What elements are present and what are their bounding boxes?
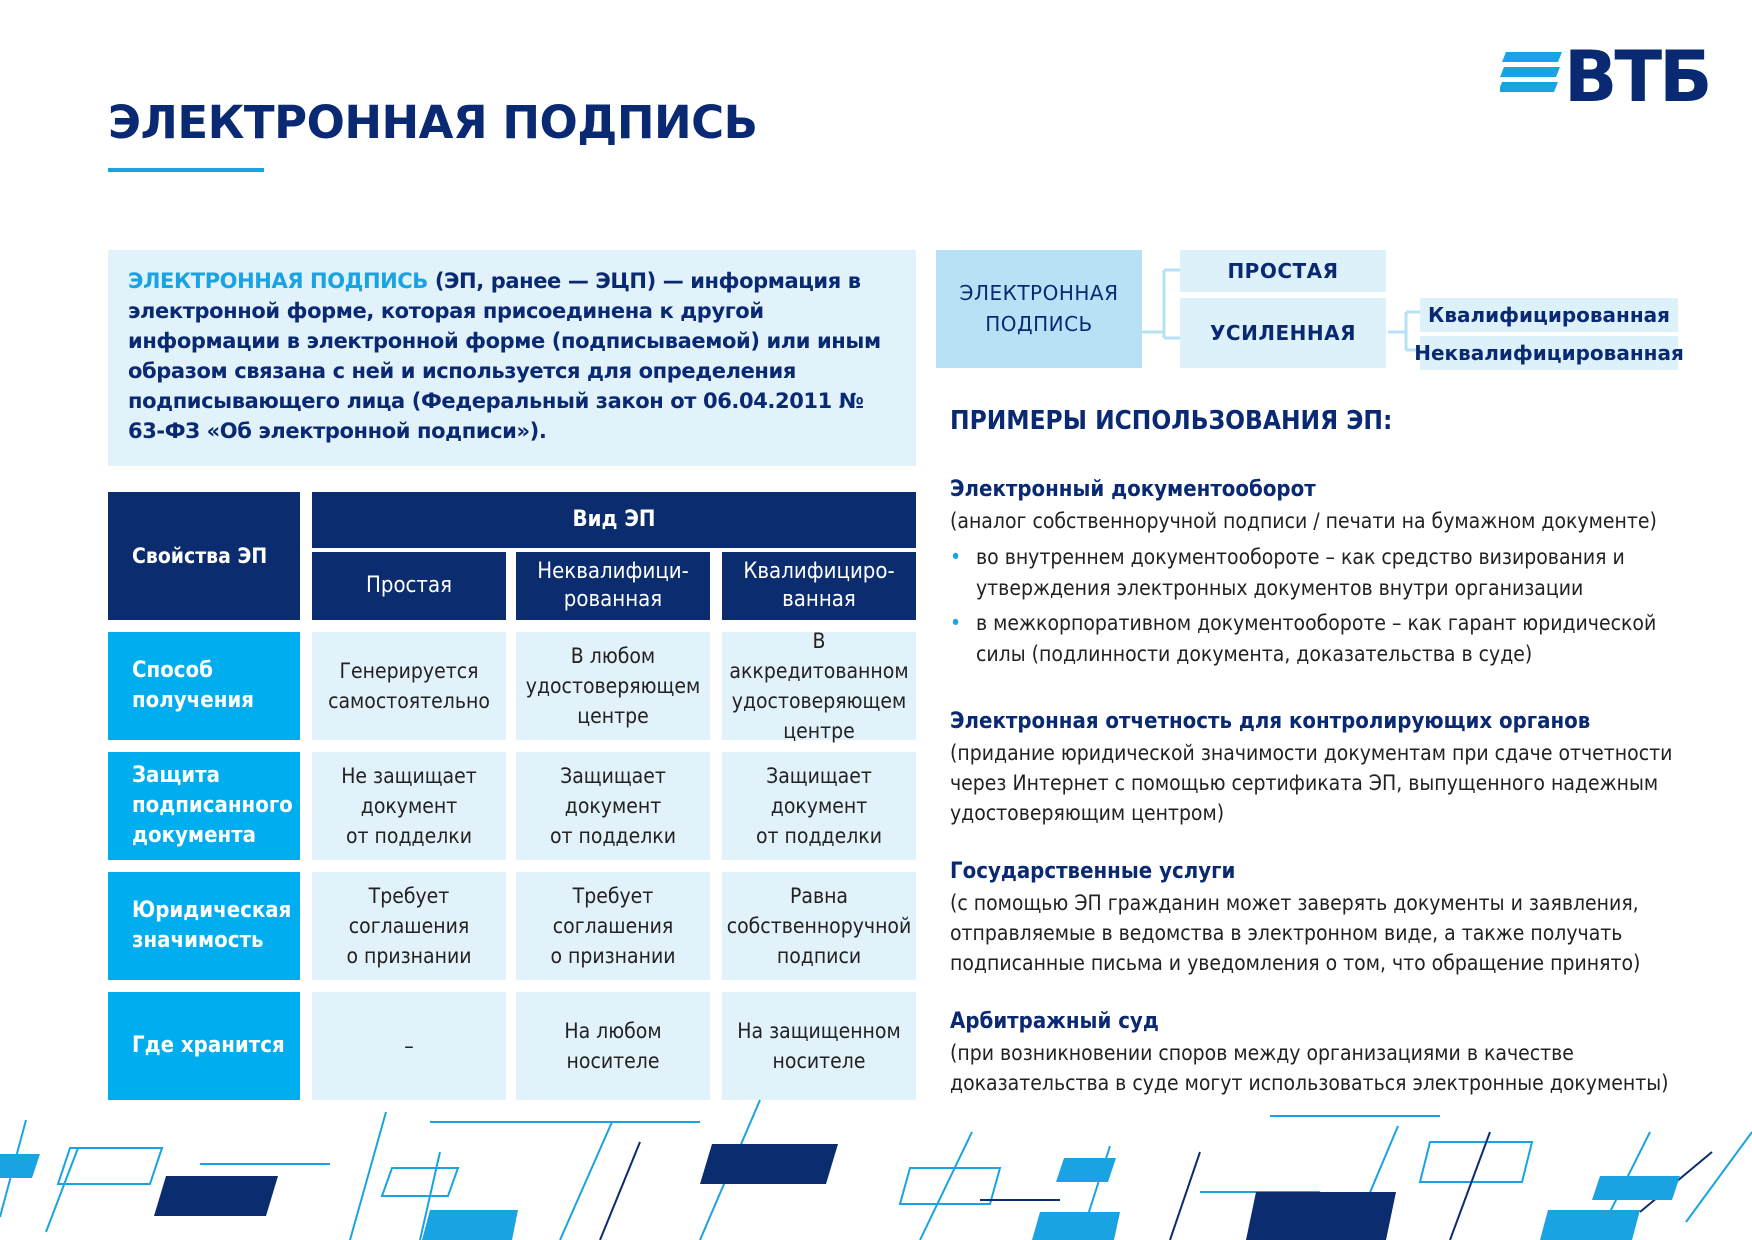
table-cell: Защищает документ от подделки — [722, 752, 916, 860]
decorative-pattern — [0, 1092, 1752, 1240]
example-heading: Электронный документооборот — [950, 477, 1316, 502]
page-title: ЭЛЕКТРОННАЯ ПОДПИСЬ — [108, 96, 758, 149]
example-edo — [950, 474, 1690, 674]
diagram-qualified: Квалифицированная — [1420, 298, 1678, 332]
table-corner-header: Свойства ЭП — [108, 492, 300, 620]
example-bullets — [950, 542, 1690, 670]
bullet-icon: • — [950, 611, 962, 635]
table-cell: В любом удостоверяющем центре — [516, 632, 710, 740]
table-cell: В аккредитованном удостоверяющем центре — [722, 632, 916, 740]
row-header-legal-significance: Юридическая значимость — [108, 872, 300, 980]
diagram-unqualified: Неквалифицированная — [1420, 336, 1678, 370]
example-text: (придание юридической значимости документам при сдаче отчетности через Интернет с помощью сертификата ЭП, выпущенного надежным удостоверяющим центром) — [950, 741, 1673, 825]
vtb-logo — [1500, 36, 1710, 130]
table-group-header: Вид ЭП — [312, 492, 916, 548]
table-cell: Требует соглашения о признании — [516, 872, 710, 980]
row-header-protection: Защита подписанного документа — [108, 752, 300, 860]
example-text: (при возникновении споров между организациями в качестве доказательства в суде могут использоваться электронные документы) — [950, 1041, 1669, 1095]
definition-box — [108, 250, 916, 466]
table-cell: Не защищает документ от подделки — [312, 752, 506, 860]
example-heading: Электронная отчетность для контролирующих органов — [950, 709, 1591, 734]
bullet-icon: • — [950, 545, 962, 569]
column-header-simple: Простая — [312, 552, 506, 620]
definition-text: (ЭП, ранее — ЭЦП) — информация в электронной форме, которая присоединена к другой информации в электронной форме (подписываемой) или иным образом связана с ней и используется для определения подписывающего лица (Федеральный закон от 06.04.2011 № 63-ФЗ «Об электронной подписи»). — [128, 269, 881, 443]
table-cell: На защищенном носителе — [722, 992, 916, 1100]
logo-wordmark: ВТБ — [1564, 36, 1710, 118]
example-arbitration — [950, 1006, 1690, 1098]
column-header-unqualified: Неквалифици- рованная — [516, 552, 710, 620]
example-heading: Государственные услуги — [950, 859, 1236, 884]
diagram-enhanced: УСИЛЕННАЯ — [1180, 298, 1386, 368]
table-cell: Равна собственноручной подписи — [722, 872, 916, 980]
example-text: (аналог собственноручной подписи / печати на бумажном документе) — [950, 509, 1657, 533]
list-item: • в межкорпоративном документообороте – как гарант юридической силы (подлинности документа, доказательства в суде) — [950, 608, 1690, 670]
example-reporting — [950, 706, 1690, 828]
diagram-root: ЭЛЕКТРОННАЯ ПОДПИСЬ — [936, 250, 1142, 368]
table-cell: Генерируется самостоятельно — [312, 632, 506, 740]
table-cell: На любом носителе — [516, 992, 710, 1100]
definition-highlight: ЭЛЕКТРОННАЯ ПОДПИСЬ — [128, 269, 428, 293]
list-item: • во внутреннем документообороте – как средство визирования и утверждения электронных документов внутри организации — [950, 542, 1690, 604]
table-cell: Требует соглашения о признании — [312, 872, 506, 980]
example-heading: Арбитражный суд — [950, 1009, 1159, 1034]
table-cell: Защищает документ от подделки — [516, 752, 710, 860]
column-header-qualified: Квалифициро- ванная — [722, 552, 916, 620]
logo-stripes-icon — [1500, 52, 1562, 94]
title-underline — [108, 168, 264, 172]
example-text: (с помощью ЭП гражданин может заверять документы и заявления, отправляемые в ведомства в электронном виде, а также получать подписанные письма и уведомления о том, что обращение принято) — [950, 891, 1641, 975]
examples-title: ПРИМЕРЫ ИСПОЛЬЗОВАНИЯ ЭП: — [950, 406, 1393, 436]
example-gov-services — [950, 856, 1690, 978]
diagram-simple: ПРОСТАЯ — [1180, 250, 1386, 292]
row-header-storage: Где хранится — [108, 992, 300, 1100]
table-cell: – — [312, 992, 506, 1100]
row-header-obtaining: Способ получения — [108, 632, 300, 740]
